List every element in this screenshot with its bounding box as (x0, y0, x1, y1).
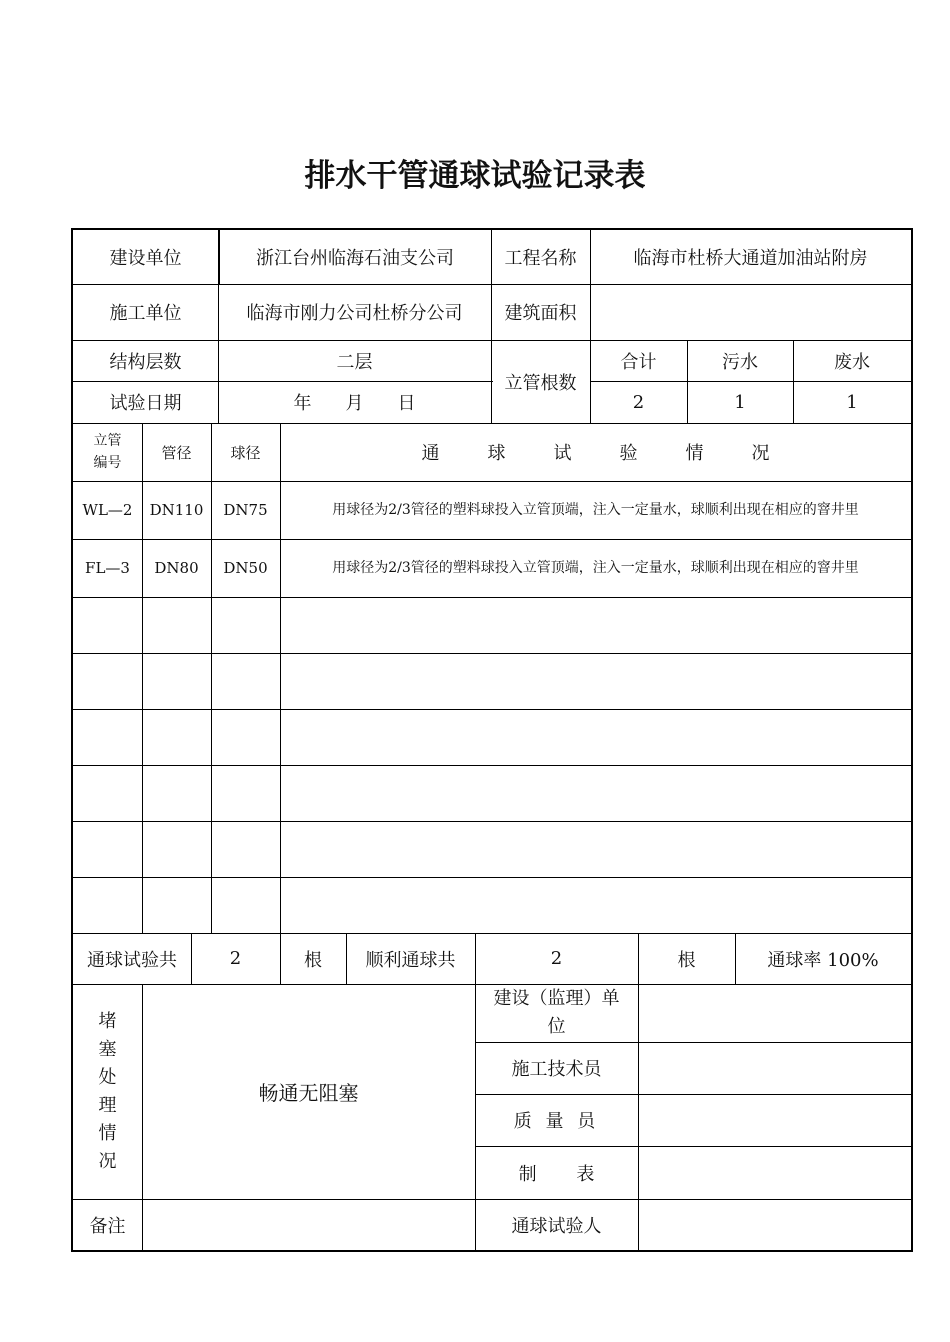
date-value (218, 381, 491, 423)
row-2-situation: 用球径为2/3管径的塑料球投入立管顶端，注入一定量水，球顺利出现在相应的窨井里 (332, 560, 859, 576)
remarks-value (142, 1199, 475, 1250)
row-1-riser: WL—2 (82, 501, 133, 519)
project-value: 临海市杜桥大通道加油站附房 (633, 248, 868, 269)
blockage-label: 堵塞处理情况 (98, 1010, 117, 1172)
owner-value: 浙江台州临海石油支公司 (256, 248, 454, 269)
preparer-signature (638, 1146, 911, 1199)
col-riser-no: 立管 编号 (93, 433, 122, 471)
date-label: 试验日期 (109, 393, 182, 414)
waste-value: 1 (846, 391, 858, 413)
pass-rate: 通球率 100% (767, 949, 879, 971)
area-value (590, 284, 911, 340)
row-1-pipe: DN110 (149, 501, 204, 519)
row-2-ball: DN50 (223, 559, 268, 577)
blockage-value: 畅通无阻塞 (258, 1081, 359, 1105)
grid-line (73, 597, 911, 598)
passed-label: 顺利通球共 (365, 949, 456, 971)
supervisor-signature (638, 984, 911, 1042)
floors-value: 二层 (336, 351, 373, 373)
contractor-label: 施工单位 (109, 303, 182, 324)
date-month: 月 (345, 393, 364, 414)
row-2-pipe: DN80 (154, 559, 199, 577)
grid-line (73, 821, 911, 822)
risers-label: 立管根数 (504, 372, 577, 394)
sewage-label: 污水 (722, 351, 758, 373)
col-pipe-dia: 管径 (161, 443, 192, 462)
total-label: 合计 (620, 351, 657, 373)
contractor-value: 临海市刚力公司杜桥分公司 (246, 303, 463, 324)
grid-line (73, 765, 911, 766)
quality-label: 质 量 员 (513, 1111, 600, 1132)
date-day: 日 (397, 393, 416, 414)
row-1-ball: DN75 (223, 501, 268, 519)
col-situation: 通球试验情况 (421, 443, 818, 464)
total-value: 2 (632, 391, 645, 413)
technician-signature (638, 1042, 911, 1094)
row-1-situation: 用球径为2/3管径的塑料球投入立管顶端，注入一定量水，球顺利出现在相应的窨井里 (332, 502, 859, 518)
tests-label: 通球试验共 (87, 949, 177, 971)
date-year: 年 (293, 393, 312, 414)
project-label: 工程名称 (504, 248, 577, 269)
passed-value: 2 (550, 948, 563, 969)
owner-label: 建设单位 (109, 248, 182, 269)
remarks-label: 备注 (89, 1215, 126, 1237)
record-table (71, 228, 913, 1252)
grid-line (73, 877, 911, 878)
area-label: 建筑面积 (504, 303, 577, 324)
tests-value: 2 (229, 948, 242, 969)
supervisor-label: 建设（监理）单位 (493, 988, 620, 1037)
col-ball-dia: 球径 (230, 443, 261, 462)
document-title: 排水干管通球试验记录表 (304, 158, 646, 194)
passed-unit: 根 (677, 949, 696, 971)
waste-label: 废水 (834, 351, 870, 373)
grid-line (73, 653, 911, 654)
floors-label: 结构层数 (109, 351, 182, 373)
sewage-value: 1 (734, 391, 746, 413)
preparer-label: 制 表 (518, 1163, 595, 1185)
grid-line (73, 709, 911, 710)
tester-signature (638, 1199, 911, 1250)
row-2-riser: FL—3 (85, 559, 130, 577)
tester-label: 通球试验人 (511, 1215, 602, 1237)
tests-unit: 根 (304, 949, 322, 971)
quality-signature (638, 1094, 911, 1146)
technician-label: 施工技术员 (511, 1059, 602, 1080)
